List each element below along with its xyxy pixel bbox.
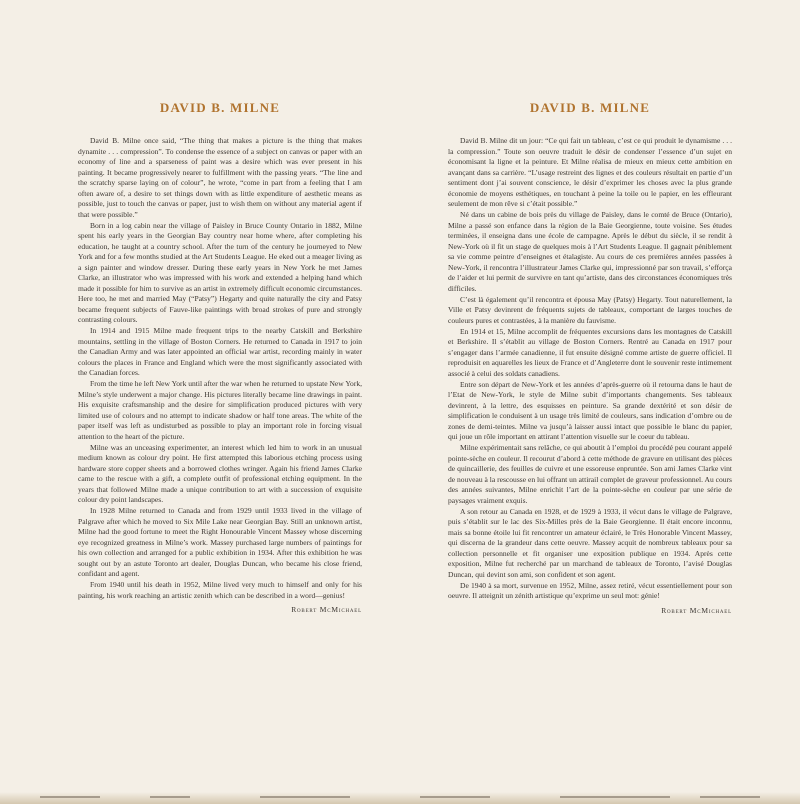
english-heading: DAVID B. MILNE bbox=[159, 100, 281, 115]
worn-page-edge bbox=[0, 792, 800, 804]
french-paragraph: David B. Milne dit un jour: “Ce qui fait un tableau, c’est ce qui produit le dynamisme . . . la compression.” Toute son oeuvre traduit le désir de condenser l’essence d’un sujet en économisant la ligne et la peinture. Et Milne réalisa de mieux en mieux cette ambition en avançant dans sa carrière. “L’usage restreint des lignes et des couleurs résultait en partie d’un sentiment dont j’ai souvent conscience, le désir d’exprimer les choses avec la plus grande économie de moyens esthétiques, en touchant à peine la toile ou le papier, en les effleurant seulement de mon rêve si c’était possible.” bbox=[448, 136, 732, 208]
english-paragraph: From 1940 until his death in 1952, Milne lived very much to himself and only for his painting, his work reaching an artistic zenith which can be described in a word—genius! bbox=[78, 580, 362, 600]
english-paragraph: From the time he left New York until after the war when he returned to upstate New York, Milne’s style underwent a major change. His pictures literally became line drawings in paint. His exquisite craftsmanship and the desire for simplification produced pictures with very limited use of colours and no attempt to indicate shadow or half tone areas. The white of the paper itself was left as undisturbed as possible to play an important role in forcing visual attention to the heart of the picture. bbox=[78, 379, 362, 441]
english-paragraph: David B. Milne once said, “The thing that makes a picture is the thing that makes dynamite . . . compression”. To condense the essence of a subject on canvas or paper with an economy of line and a sparseness of paint was a desire which was ever present in his painting. It became progressively nearer to fulfillment with the passing years. “The line and the scratchy sparse laying on of colour”, he wrote, “come in part from a feeling that I am often aware of, a desire to set things down with as little expenditure of aesthetic means as possible, just to touch the canvas or paper, just to wish them on without any material agent if that were possible.” bbox=[78, 136, 362, 219]
french-paragraph: C’est là également qu’il rencontra et épousa May (Patsy) Hegarty. Tout naturellement, la Ville et Patsy devinrent de fréquents sujets de tableaux, comportant de larges touches de couleurs pures et contrastées, à la manière du fauvisme. bbox=[448, 294, 732, 325]
french-paragraph: Né dans un cabine de bois près du village de Paisley, dans le comté de Bruce (Ontario), Milne a passé son enfance dans la région de la Baie Georgienne, toute voisine. Ses études terminées, il enseigna dans une école de campagne. Après le début du siècle, il se rendit à New-York où il fit un stage de quelques mois à l’Art Students League. Il gagnait péniblement sa vie comme peintre d’enseignes et étalagiste. Au cours de ces premières années passées à New-York, il rencontra l’illustrateur James Clarke qui, impressionné par son travail, s’efforça de l’aider et lui permit de survivre en tant qu’artiste, dans des circonstances économiques très difficiles. bbox=[448, 210, 732, 293]
english-column bbox=[78, 100, 362, 614]
english-paragraph: In 1914 and 1915 Milne made frequent trips to the nearby Catskill and Berkshire mountains, settling in the village of Boston Corners. He returned to Canada in 1917 to join the Canadian Army and was later appointed an official war artist, recording mainly in water colours the places in France and England which were the most significantly associated with the Canadian forces. bbox=[78, 326, 362, 377]
english-paragraph: Born in a log cabin near the village of Paisley in Bruce County Ontario in 1882, Milne spent his early years in the Georgian Bay country near home where, after completing his education, he taught at a country school. After the turn of the century he journeyed to New York and for a few months studied at the Art Students League. He eked out a meager living as a sign painter and window dresser. During these early years in New York he met James Clarke, an illustrator who was impressed with his work and extended a helping hand which made it possible for him to survive as an artist in extremely difficult economic circumstances. Here too, he met and married May (“Patsy”) Hegarty and quite naturally the city and Patsy became frequent subjects of Fauve-like paintings with broad strokes of pure and strongly contrasting colours. bbox=[78, 220, 362, 324]
french-paragraph: Milne expérimentait sans relâche, ce qui aboutit à l’emploi du procédé peu courant appelé pointe-sèche en couleur. Il recourut d’abord à cette méthode de gravure en utilisant des pièces de quincaillerie, des feuilles de cuivre et une essoreuse enpruntée. Son ami James Clarke vint de nouveau à la rescousse en lui offrant un attirail complet de graveur professionnel. Au cours des années suivantes, Milne enrichit l’art de la pointe-sèche en couleur par une série de paysages vraiment exquis. bbox=[448, 443, 732, 505]
french-column bbox=[448, 100, 732, 615]
english-paragraph: Milne was an unceasing experimenter, an interest which led him to work in an unusual medium known as colour dry point. He first attempted this laborious etching process using hardware store copper sheets and a borrowed clothes wringer. Again his friend James Clarke came to the rescue with a gift, a complete outfit of professional etching equipment. In the years that followed Milne made a unique contribution to art with a succession of exquisite colour dry point landscapes. bbox=[78, 442, 362, 504]
french-paragraph: En 1914 et 15, Milne accomplit de fréquentes excursions dans les montagnes de Catskill et Berkshire. Il s’établit au village de Boston Corners. Rentré au Canada en 1917 pour s’engager dans l’armée canadienne, il fut ensuite désigné comme artiste de guerre officiel. Il reproduisit en aquarelles les lieux de France et d’Angleterre dont le souvenir reste intimement associé à celui des soldats canadiens. bbox=[448, 326, 732, 378]
french-body bbox=[448, 136, 732, 602]
english-paragraph: In 1928 Milne returned to Canada and from 1929 until 1933 lived in the village of Palgrave after which he moved to Six Mile Lake near Georgian Bay. Still an unknown artist, Milne had the good fortune to meet the Right Honourable Vincent Massey whose discerning eye recognized greatness in Milne’s work. Massey purchased large numbers of paintings for his own collection and arranged for a public exhibition in 1934. After this exhibition he was sought out by an astute Toronto art dealer, Douglas Duncan, who became his close friend, confidant and agent. bbox=[78, 506, 362, 578]
english-body bbox=[78, 136, 362, 601]
french-paragraph: A son retour au Canada en 1928, et de 1929 à 1933, il vécut dans le village de Palgrave, puis s’établit sur le lac des Six-Milles près de la Baie Georgienne. Il était encore inconnu, mais sa bonne étoile lui fit rencontrer un amateur éclairé, le Très Honorable Vincent Massey, qui discerna de la grandeur dans cette oeuvre. Massey acquit de nombreux tableaux pour sa collection personnelle et fit organiser une exposition publique en 1934. Après cette exposition, Milne fut recherché par un marchand de tableaux de Toronto, l’avisé Douglas Duncan, qui devint son ami, son confident et son agent. bbox=[448, 506, 732, 579]
french-heading: DAVID B. MILNE bbox=[529, 100, 651, 115]
french-paragraph: De 1940 à sa mort, survenue en 1952, Milne, assez retiré, vécut essentiellement pour son oeuvre. Il atteignit un zénith artistique qu’exprime un seul mot: génie! bbox=[448, 580, 732, 600]
french-paragraph: Entre son départ de New-York et les années d’après-guerre où il retourna dans le haut de l’Etat de New-York, le style de Milne subit d’importants changements. Ses tableaux devinrent, à la lettre, des esquisses en peinture. Sa grande dextérité et son désir de simplification le conduisent à un usage très limité de couleurs, sans indication d’ombre ou de zones de demi-teintes. Milne va jusqu’à laisser aussi intact que possible le blanc du papier, qui joue un rôle important en attirant l’attention visuelle sur le coeur du tableau. bbox=[448, 379, 732, 441]
french-signature: Robert McMichael bbox=[661, 605, 732, 615]
english-signature: Robert McMichael bbox=[291, 605, 362, 614]
